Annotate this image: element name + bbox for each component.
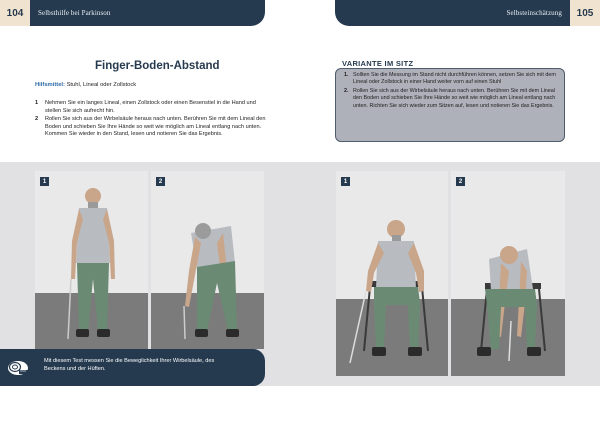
variant-step	[344, 72, 556, 87]
exercise-step	[35, 116, 267, 139]
left-header-title: Selbsthilfe bei Parkinson	[38, 9, 111, 17]
bent-figure-illustration	[151, 171, 264, 349]
photo-step-badge: 1	[341, 177, 350, 186]
variant-steps	[344, 72, 556, 110]
left-header-tab	[0, 0, 265, 26]
aids-line	[35, 82, 136, 90]
aids-label: Hilfsmittel:	[35, 82, 65, 88]
photo-sitting-bent	[451, 171, 565, 376]
photo-standing-upright	[35, 171, 148, 349]
standing-figure-illustration	[35, 171, 148, 349]
exercise-title: Finger-Boden-Abstand	[95, 60, 220, 72]
exercise-steps	[35, 100, 267, 140]
info-box	[0, 349, 265, 386]
photo-standing-bent	[151, 171, 264, 349]
exercise-step	[35, 100, 267, 115]
step-number: 1.	[344, 72, 349, 78]
step-number: 2.	[344, 87, 349, 94]
variant-box	[335, 68, 565, 142]
ruler-roll-icon	[7, 359, 29, 376]
step-text: Nehmen Sie ein langes Lineal, einen Zollstock oder einen Besenstiel in die Hand und stellen Sie sich aufrecht hin.	[45, 100, 256, 114]
step-number: 2	[35, 116, 39, 123]
sitting-figure-illustration	[336, 171, 448, 376]
variant-title: VARIANTE IM SITZ	[342, 59, 414, 68]
photo-step-badge: 1	[40, 177, 49, 186]
step-number: 1	[35, 100, 39, 106]
photo-sitting-upright	[336, 171, 448, 376]
sitting-bent-figure-illustration	[451, 171, 565, 376]
photo-step-badge: 2	[156, 177, 165, 186]
variant-step	[344, 88, 556, 110]
step-text: Rollen Sie sich aus der Wirbelsäule heraus nach unten. Berühren Sie mit dem Lineal den Boden und schieben Sie Ihre Hände so weit wie möglich am Lineal entlang nach unten. Kommen Sie wieder in den Stand, lesen und notieren Sie das Ergebnis.	[45, 116, 266, 138]
info-text: Mit diesem Test messen Sie die Beweglichkeit Ihrer Wirbelsäule, des Beckens und der Hüften.	[44, 358, 215, 372]
aids-value: Stuhl, Lineal oder Zollstock	[64, 82, 137, 88]
left-page-number: 104	[0, 0, 30, 26]
right-page-number: 105	[570, 0, 600, 26]
photo-step-badge: 2	[456, 177, 465, 186]
right-header-title: Selbsteinschätzung	[506, 9, 562, 17]
step-text: Sollten Sie die Messung im Stand nicht durchführen können, setzen Sie sich mit dem Lineal oder Zollstock in einer Hand weiter vorn auf einen Stuhl	[353, 72, 556, 86]
step-text: Rollen Sie sich aus der Wirbelsäule heraus nach unten. Berühren Sie mit dem Lineal den Boden und schieben Sie Ihre Hände so weit wie möglich am Lineal entlang nach unten. Richten Sie sich wieder zum Sitzen auf, lesen und notieren Sie das Ergebnis.	[353, 87, 556, 109]
right-header-tab	[335, 0, 600, 26]
